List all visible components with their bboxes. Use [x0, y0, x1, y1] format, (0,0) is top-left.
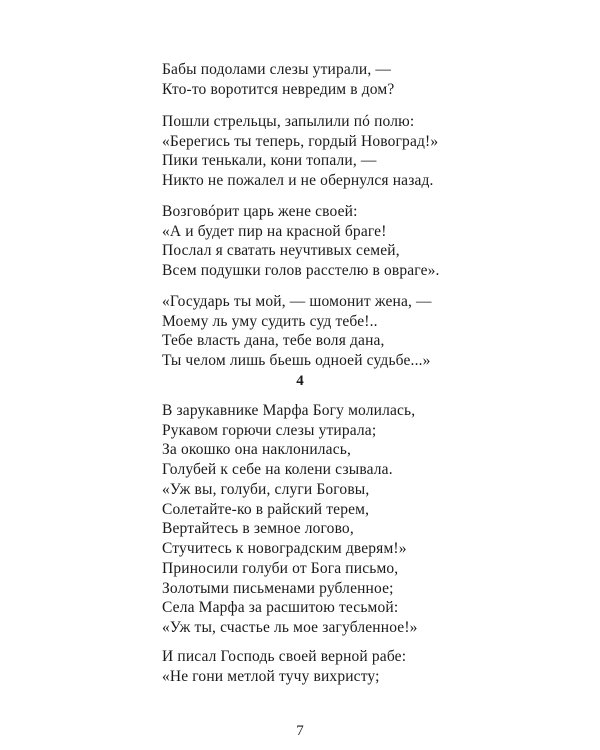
verse-line: Послал я сватать неучтивых семей, — [162, 242, 400, 260]
verse-line: Никто не пожалел и не обернулся назад. — [162, 171, 434, 189]
verse-line: «Уж вы, голуби, слуги Боговы, — [162, 481, 370, 498]
verse-line: Рукавом горючи слезы утирала; — [162, 421, 377, 439]
verse-line: Кто-то воротится невредим в дом? — [162, 80, 395, 98]
verse-line: «Берегись ты теперь, гордый Новоград!» — [162, 132, 439, 150]
verse-line: «А и будет пир на красной браге! — [162, 222, 387, 240]
stanza — [162, 60, 394, 99]
verse-line: Пошли стрельцы, запылили пó полю: — [162, 113, 415, 130]
stanza — [162, 480, 407, 558]
verse-line: Села Марфа за расшитою тесьмой: — [162, 599, 399, 617]
verse-line: Приносили голуби от Бога письмо, — [162, 560, 399, 577]
verse-line: В зарукавнике Марфа Богу молилась, — [162, 402, 416, 419]
verse-line: Моему ль уму судить суд тебе!.. — [162, 312, 378, 330]
verse-line: Возговóрит царь жене своей: — [162, 203, 358, 220]
page-number: 7 — [296, 723, 304, 739]
stanza — [162, 292, 432, 370]
verse-line: Ты челом лишь бьешь одноей судьбе...» — [162, 351, 431, 369]
verse-line: Бабы подолами слезы утирали, — — [162, 61, 392, 78]
verse-line: «Государь ты мой, — шомонит жена, — — [162, 293, 432, 310]
verse-line: Голубей к себе на колени сзывала. — [162, 460, 393, 478]
verse-line: Золотыми письменами рубленное; — [162, 579, 394, 597]
stanza — [162, 647, 406, 686]
verse-line: За окошко она наклонилась, — [162, 441, 351, 459]
verse-line: Солетайте-ко в райский терем, — [162, 500, 370, 518]
stanza — [162, 401, 415, 479]
verse-line: «Уж ты, счастье ль мое загубленное!» — [162, 618, 418, 636]
verse-line: Тебе власть дана, тебе воля дана, — [162, 332, 385, 350]
stanza — [162, 112, 438, 190]
verse-line: «Не гони метлой тучу вихристу; — [162, 667, 380, 685]
verse-line: Вертайтесь в земное логово, — [162, 520, 354, 538]
verse-line: Пики тенькали, кони топали, — — [162, 152, 377, 170]
section-number: 4 — [296, 373, 304, 389]
verse-line: И писал Господь своей верной рабе: — [162, 648, 407, 665]
verse-line: Всем подушки голов расстелю в овраге». — [162, 261, 440, 279]
stanza — [162, 559, 418, 637]
verse-line: Стучитесь к новоградским дверям!» — [162, 539, 407, 557]
stanza — [162, 202, 440, 280]
